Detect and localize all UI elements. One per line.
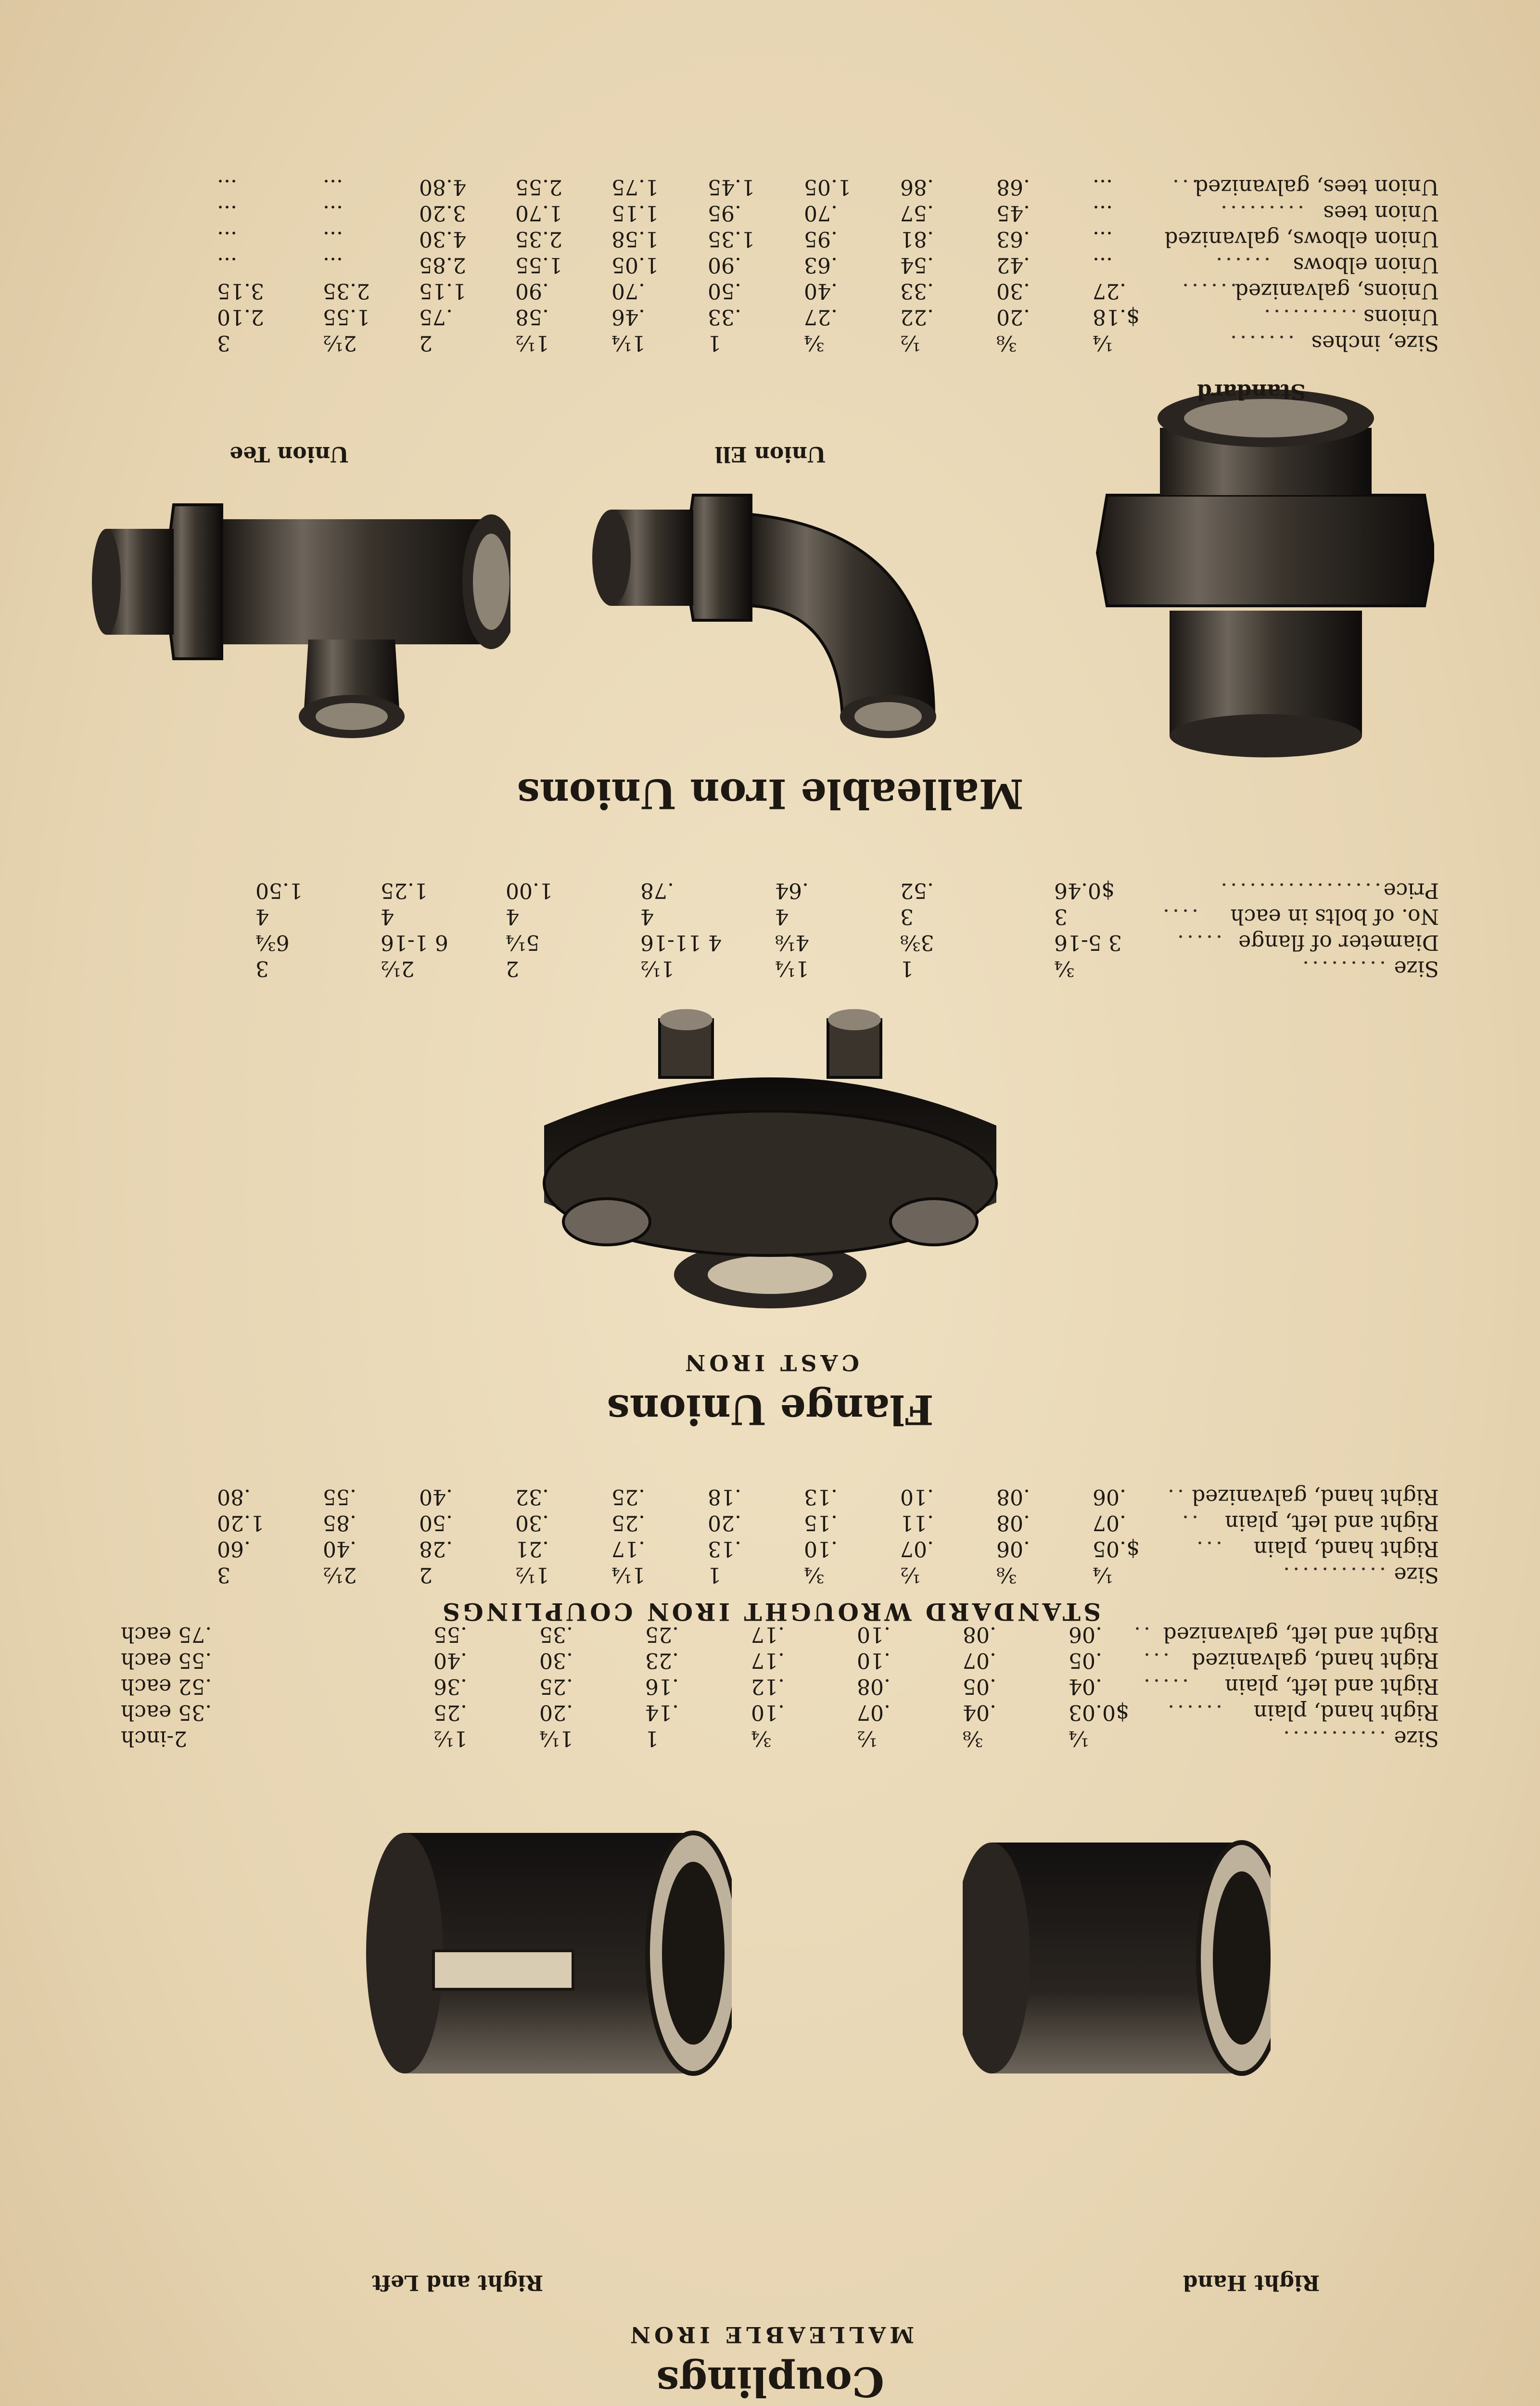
wrought-cell: .30 [515, 1510, 549, 1535]
right-hand-coupling-figure [963, 1828, 1271, 2088]
unions-row-1: Unions, galvanized ...... .27 .30 .33 .40 .50 .70 .90 1.15 2.35 3.15 [217, 279, 1439, 303]
unions-size-cell: ¾ [804, 331, 825, 355]
wrought-size-cell: ¼ [1093, 1562, 1113, 1587]
wrought-row-1: Right and left, plain .. .07 .08 .11 .15 .20 .25 .30 .50 .85 1.20 [217, 1510, 1439, 1535]
unions-cell: .63 [804, 253, 838, 277]
wrought-cell: .10 [900, 1485, 934, 1509]
couplings-cell: .10 [857, 1622, 891, 1647]
flange-size-cell: ¾ [1054, 956, 1075, 981]
unions-row-2: Union elbows ...... ... .42 .54 .63 .90 1.05 1.55 2.85 ... ... [217, 253, 1439, 277]
malleable-unions-title: Malleable Iron Unions [517, 770, 1024, 818]
couplings-cell: .05 [963, 1674, 996, 1699]
couplings-cell: $0.03 [1069, 1700, 1129, 1725]
unions-cell: .63 [996, 227, 1030, 251]
unions-cell: ... [217, 201, 237, 225]
flange-cell: 3 [1054, 904, 1068, 929]
couplings-cell: .35 each [121, 1700, 212, 1725]
unions-cell: ... [323, 175, 343, 199]
wrought-cell: .50 [419, 1510, 453, 1535]
wrought-cell: .55 [323, 1485, 356, 1509]
wrought-cell: .08 [996, 1510, 1030, 1535]
flange-row-1: No. of bolts in each .... 3 3 4 4 4 4 4 [255, 904, 1439, 929]
couplings-cell: .17 [751, 1648, 785, 1673]
wrought-cell: .25 [611, 1510, 645, 1535]
flange-cell: 1.00 [506, 878, 553, 903]
flange-cell: 4 [255, 904, 269, 929]
couplings-size-cell: 1½ [433, 1726, 468, 1751]
wrought-size-cell: ¾ [804, 1562, 825, 1587]
wrought-row-0: Right hand, plain ... $.05 .06 .07 .10 .13 .17 .21 .28 .40 .60 [217, 1536, 1439, 1561]
couplings-cell: .17 [751, 1622, 785, 1647]
flange-cell: .78 [640, 878, 674, 903]
wrought-cell: .07 [1093, 1510, 1126, 1535]
unions-cell: .95 [708, 201, 741, 225]
couplings-cell: .08 [857, 1674, 891, 1699]
unions-cell: ... [323, 201, 343, 225]
unions-cell: 1.05 [804, 175, 851, 199]
unions-size-cell: 1¼ [611, 331, 646, 355]
unions-size-cell: ½ [900, 331, 921, 355]
unions-cell: 3.15 [217, 279, 264, 303]
flange-row-label: Diameter of flange [1238, 930, 1439, 955]
couplings-cell: .14 [645, 1700, 679, 1725]
unions-cell: .81 [900, 227, 934, 251]
couplings-subtitle: MALLEABLE IRON [626, 2322, 915, 2348]
couplings-cell: .23 [645, 1648, 679, 1673]
unions-cell: .50 [708, 279, 741, 303]
unions-cell: 4.30 [419, 227, 466, 251]
flange-size-cell: 1½ [640, 956, 675, 981]
flange-row-0: Diameter of flange ..... 3 5-16 3⅜ 4⅛ 4 11-16 5¼ 6 1-16 6¾ [255, 930, 1439, 955]
couplings-cell: .52 each [121, 1674, 212, 1699]
unions-cell: 2.35 [515, 227, 562, 251]
wrought-cell: .11 [900, 1510, 934, 1535]
unions-cell: .33 [900, 279, 934, 303]
flange-cell: 4 11-16 [640, 930, 722, 955]
wrought-cell: .10 [804, 1536, 838, 1561]
unions-cell: .70 [611, 279, 645, 303]
couplings-size-cell: 1 [645, 1726, 659, 1751]
wrought-couplings-table [102, 1482, 1439, 1587]
unions-cell: ... [1093, 253, 1113, 277]
unions-cell: .46 [611, 305, 645, 329]
unions-cell: 1.15 [419, 279, 466, 303]
wrought-size-cell: ⅜ [996, 1562, 1017, 1587]
wrought-row-2: Right hand, galvanized .. .06 .08 .10 .13 .18 .25 .32 .40 .55 .80 [217, 1485, 1439, 1509]
couplings-row-2: Right hand, galvanized ... .05 .07 .10 .17 .23 .30 .40 .55 each [121, 1648, 1439, 1673]
flange-cell: 6 1-16 [381, 930, 448, 955]
unions-cell: ... [217, 175, 237, 199]
couplings-cell: .16 [645, 1674, 679, 1699]
couplings-row-label: Right hand, plain [1253, 1700, 1439, 1725]
wrought-cell: .13 [708, 1536, 741, 1561]
flange-row-label: Price [1383, 878, 1439, 903]
unions-cell: ... [1093, 175, 1113, 199]
flange-cell: .52 [900, 878, 934, 903]
unions-row-label: Union elbows, galvanized [1164, 227, 1439, 251]
couplings-row-label: Right and left, plain [1224, 1674, 1439, 1699]
flange-cell: 3 5-16 [1054, 930, 1122, 955]
unions-cell: 2.85 [419, 253, 466, 277]
flange-size-cell: 1 [900, 956, 914, 981]
flange-cell: 6¾ [255, 930, 290, 955]
wrought-couplings-title: STANDARD WROUGHT IRON COUPLINGS [439, 1598, 1101, 1626]
unions-cell: $.18 [1093, 305, 1140, 329]
wrought-cell: .80 [217, 1485, 251, 1509]
flange-size-cell: 2½ [381, 956, 415, 981]
flange-cell: 4 [506, 904, 519, 929]
unions-row-label: Unions, galvanized [1235, 279, 1439, 303]
unions-cell: .54 [900, 253, 934, 277]
unions-row-label: Union elbows [1293, 253, 1439, 277]
unions-cell: .40 [804, 279, 838, 303]
unions-cell: .22 [900, 305, 934, 329]
unions-cell: ... [323, 253, 343, 277]
unions-row-label: Unions [1363, 305, 1439, 329]
couplings-cell: .10 [751, 1700, 785, 1725]
unions-size-cell: 2 [419, 331, 433, 355]
couplings-cell: .04 [1069, 1674, 1102, 1699]
couplings-size-cell: ¾ [751, 1726, 772, 1751]
flange-union-figure [482, 981, 1059, 1328]
unions-cell: 1.55 [323, 305, 370, 329]
couplings-cell: .35 [539, 1622, 573, 1647]
unions-cell: .30 [996, 279, 1030, 303]
flange-cell: 4 [381, 904, 394, 929]
flange-row-label: No. of bolts in each [1230, 904, 1439, 929]
union-tee-figure [87, 370, 510, 765]
flange-cell: .64 [775, 878, 809, 903]
unions-size-cell: 3 [217, 331, 230, 355]
flange-size-cell: 3 [255, 956, 269, 981]
unions-cell: 2.10 [217, 305, 264, 329]
wrought-cell: .06 [1093, 1485, 1126, 1509]
flange-size-label: Size [1394, 956, 1439, 981]
wrought-size-cell: 2 [419, 1562, 433, 1587]
wrought-row-label: Right hand, galvanized [1192, 1485, 1439, 1509]
wrought-size-cell: 1 [708, 1562, 721, 1587]
couplings-row-0: Right hand, plain ...... $0.03 .04 .07 .10 .14 .20 .25 .35 each [121, 1700, 1439, 1725]
flange-unions-title: Flange Unions [607, 1386, 934, 1433]
unions-cell: .45 [996, 201, 1030, 225]
wrought-size-row: Size ........... ¼ ⅜ ½ ¾ 1 1¼ 1½ 2 2½ 3 [217, 1562, 1439, 1587]
wrought-size-cell: 1½ [515, 1562, 549, 1587]
couplings-cell: .25 [433, 1700, 467, 1725]
wrought-cell: .25 [611, 1485, 645, 1509]
wrought-cell: 1.20 [217, 1510, 264, 1535]
unions-cell: ... [1093, 227, 1113, 251]
wrought-cell: $.05 [1093, 1536, 1140, 1561]
wrought-cell: .32 [515, 1485, 549, 1509]
flange-cell: 4 [640, 904, 654, 929]
union-standard-figure [1078, 370, 1434, 765]
wrought-row-label: Right hand, plain [1253, 1536, 1439, 1561]
unions-cell: .68 [996, 175, 1030, 199]
couplings-cell: .25 [645, 1622, 679, 1647]
couplings-cell: .75 each [121, 1622, 212, 1647]
wrought-row-label: Right and left, plain [1224, 1510, 1439, 1535]
couplings-title: Couplings [656, 2358, 884, 2406]
couplings-cell: .30 [539, 1648, 573, 1673]
unions-cell: .95 [804, 227, 838, 251]
flange-row-2: Price ................. $0.46 .52 .64 .78 1.00 1.25 1.50 [255, 878, 1439, 903]
wrought-cell: .13 [804, 1485, 838, 1509]
couplings-cell: .20 [539, 1700, 573, 1725]
couplings-cell: .05 [1069, 1648, 1102, 1673]
unions-cell: 1.70 [515, 201, 562, 225]
flange-size-cell: 2 [506, 956, 519, 981]
unions-cell: 1.75 [611, 175, 659, 199]
couplings-size-row: Size ........... ¼ ⅜ ½ ¾ 1 1¼ 1½ 2-inch [121, 1726, 1439, 1751]
unions-cell: .42 [996, 253, 1030, 277]
unions-cell: 1.05 [611, 253, 659, 277]
wrought-cell: .08 [996, 1485, 1030, 1509]
unions-cell: 3.20 [419, 201, 466, 225]
unions-cell: .33 [708, 305, 741, 329]
unions-cell: 1.35 [708, 227, 755, 251]
flange-cell: 5¼ [506, 930, 540, 955]
caption-right-and-left: Right and Left [371, 2270, 544, 2295]
wrought-size-label: Size [1394, 1562, 1439, 1587]
couplings-size-cell: 2-inch [121, 1726, 188, 1751]
unions-row-3 [102, 226, 1439, 252]
couplings-row-3: Right and left, galvanized .. .06 .08 .10 .17 .25 .35 .55 .75 each [121, 1622, 1439, 1647]
unions-cell: 1.15 [611, 201, 659, 225]
unions-row-label: Union tees, galvanized [1195, 175, 1439, 199]
flange-cell: $0.46 [1054, 878, 1115, 903]
malleable-unions-table [102, 163, 1439, 356]
unions-cell: .86 [900, 175, 934, 199]
unions-cell: .27 [1093, 279, 1126, 303]
unions-cell: ... [217, 227, 237, 251]
unions-size-row: Size, inches ....... ¼ ⅜ ½ ¾ 1 1¼ 1½ 2 2½ 3 [217, 331, 1439, 355]
flange-unions-subtitle: CAST IRON [681, 1350, 859, 1376]
wrought-cell: .60 [217, 1536, 251, 1561]
couplings-row-label: Right hand, galvanized [1192, 1648, 1439, 1673]
unions-cell: ... [323, 227, 343, 251]
wrought-size-cell: 2½ [323, 1562, 357, 1587]
unions-cell: .27 [804, 305, 838, 329]
flange-unions-table [102, 875, 1439, 981]
couplings-cell: .07 [857, 1700, 891, 1725]
couplings-cell: .08 [963, 1622, 996, 1647]
flange-cell: 1.50 [255, 878, 303, 903]
couplings-size-cell: ⅜ [963, 1726, 983, 1751]
couplings-cell: .25 [539, 1674, 573, 1699]
unions-size-cell: 2½ [323, 331, 357, 355]
couplings-cell: .07 [963, 1648, 996, 1673]
flange-size-cell: 1¼ [775, 956, 809, 981]
unions-row-label: Union tees [1323, 201, 1439, 225]
unions-row-4: Union tees ......... ... .45 .57 .70 .95 1.15 1.70 3.20 ... ... [217, 201, 1439, 225]
right-and-left-coupling-figure [366, 1818, 732, 2088]
wrought-cell: .85 [323, 1510, 356, 1535]
wrought-cell: .17 [611, 1536, 645, 1561]
wrought-size-cell: 3 [217, 1562, 230, 1587]
wrought-size-cell: 1¼ [611, 1562, 646, 1587]
unions-cell: ... [1093, 201, 1113, 225]
couplings-cell: .04 [963, 1700, 996, 1725]
couplings-cell: .12 [751, 1674, 785, 1699]
flange-cell: 3 [900, 904, 914, 929]
wrought-cell: .20 [708, 1510, 741, 1535]
unions-cell: .57 [900, 201, 934, 225]
unions-size-cell: ¼ [1093, 331, 1113, 355]
wrought-cell: .28 [419, 1536, 453, 1561]
unions-cell: 1.58 [611, 227, 659, 251]
couplings-size-label: Size [1394, 1726, 1439, 1751]
unions-row-5: Union tees, galvanized ... ... .68 .86 1.05 1.45 1.75 2.55 4.80 ... ... [217, 175, 1439, 199]
couplings-cell: .40 [433, 1648, 467, 1673]
caption-union-standard: Standard [1197, 379, 1306, 404]
wrought-cell: .06 [996, 1536, 1030, 1561]
couplings-cell: .55 [433, 1622, 467, 1647]
unions-size-cell: 1 [708, 331, 721, 355]
unions-cell: .58 [515, 305, 549, 329]
wrought-cell: .21 [515, 1536, 549, 1561]
unions-cell: .90 [708, 253, 741, 277]
wrought-cell: .40 [323, 1536, 356, 1561]
couplings-cell: .06 [1069, 1622, 1102, 1647]
couplings-cell: .10 [857, 1648, 891, 1673]
flange-cell: 1.25 [381, 878, 428, 903]
couplings-size-cell: ½ [857, 1726, 878, 1751]
unions-size-label: Size, inches [1311, 331, 1439, 355]
wrought-cell: .15 [804, 1510, 838, 1535]
couplings-size-cell: 1¼ [539, 1726, 573, 1751]
couplings-size-cell: ¼ [1069, 1726, 1089, 1751]
couplings-row-1: Right and left, plain ..... .04 .05 .08 .12 .16 .25 .36 .52 each [121, 1674, 1439, 1699]
wrought-cell: .40 [419, 1485, 453, 1509]
wrought-cell: .07 [900, 1536, 934, 1561]
unions-cell: .90 [515, 279, 549, 303]
couplings-row-label: Right and left, galvanized [1163, 1622, 1439, 1647]
unions-row-0: Unions .......... $.18 .20 .22 .27 .33 .46 .58 .75 1.55 2.10 [217, 305, 1439, 329]
unions-size-cell: 1½ [515, 331, 549, 355]
unions-cell: .75 [419, 305, 453, 329]
union-ell-figure [578, 370, 963, 765]
unions-cell: 4.80 [419, 175, 466, 199]
unions-cell: 2.35 [323, 279, 370, 303]
unions-size-cell: ⅜ [996, 331, 1017, 355]
couplings-table [102, 1622, 1439, 1751]
unions-cell: 1.55 [515, 253, 562, 277]
flange-cell: 3⅜ [900, 930, 934, 955]
flange-cell: 4 [775, 904, 789, 929]
unions-cell: .70 [804, 201, 838, 225]
couplings-cell: .36 [433, 1674, 467, 1699]
caption-union-ell: Union Ell [714, 442, 826, 466]
wrought-cell: .18 [708, 1485, 741, 1509]
caption-union-tee: Union Tee [229, 442, 349, 466]
caption-right-hand: Right Hand [1183, 2270, 1320, 2295]
unions-cell: .20 [996, 305, 1030, 329]
unions-cell: 2.55 [515, 175, 562, 199]
wrought-size-cell: ½ [900, 1562, 921, 1587]
couplings-cell: .55 each [121, 1648, 212, 1673]
flange-size-row: Size ......... ¾ 1 1¼ 1½ 2 2½ 3 [255, 956, 1439, 981]
flange-cell: 4⅛ [775, 930, 809, 955]
unions-cell: 1.45 [708, 175, 755, 199]
unions-cell: ... [217, 253, 237, 277]
